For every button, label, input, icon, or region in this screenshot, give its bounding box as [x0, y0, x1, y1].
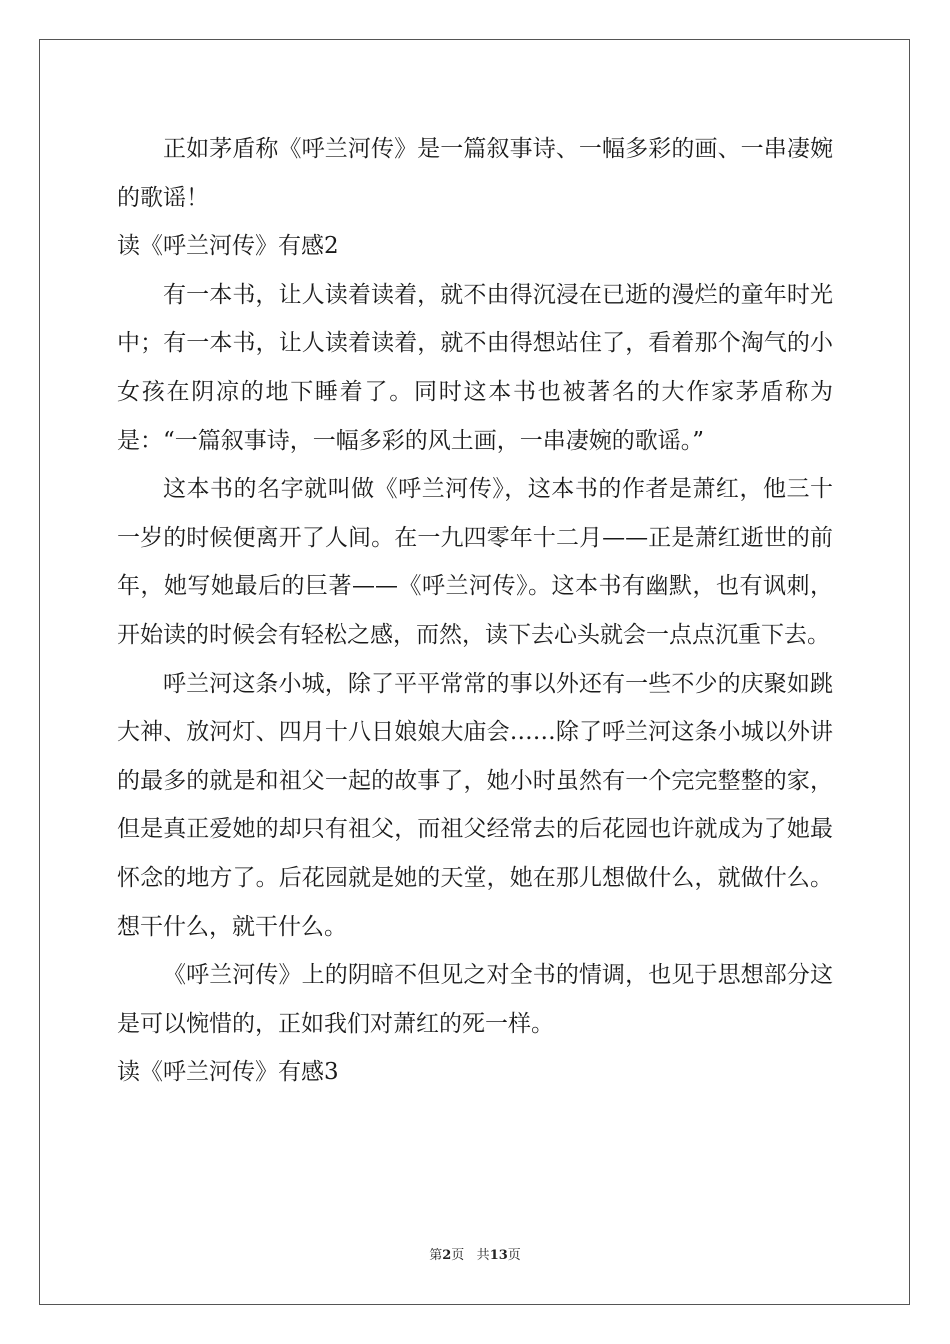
paragraph-5: 《呼兰河传》上的阴暗不但见之对全书的情调，也见于思想部分这是可以惋惜的，正如我们对萧红的死一样。 [117, 962, 833, 1037]
paragraph-1: 正如茅盾称《呼兰河传》是一篇叙事诗、一幅多彩的画、一串凄婉的歌谣！ [117, 136, 833, 211]
total-pages: 13 [489, 1248, 508, 1263]
page-number: 2 [442, 1248, 452, 1263]
section-heading-2: 读《呼兰河传》有感2 [117, 233, 339, 260]
paragraph-3: 这本书的名字就叫做《呼兰河传》，这本书的作者是萧红，他三十一岁的时候便离开了人间。在一九四零年十二月——正是萧红逝世的前年，她写她最后的巨著——《呼兰河传》。这本书有幽默，也有讽刺，开始读的时候会有轻松之感，而然，读下去心头就会一点点沉重下去。 [117, 476, 833, 648]
page-prefix: 第 [429, 1248, 443, 1263]
page-footer [0, 1244, 950, 1263]
page-suffix: 页 [451, 1248, 465, 1263]
document-body [117, 125, 833, 1097]
total-suffix: 页 [507, 1248, 521, 1263]
paragraph-2: 有一本书，让人读着读着，就不由得沉浸在已逝的漫烂的童年时光中；有一本书，让人读着读着，就不由得想站住了，看着那个淘气的小女孩在阴凉的地下睡着了。同时这本书也被著名的大作家茅盾称为是：“一篇叙事诗，一幅多彩的风土画，一串凄婉的歌谣。” [117, 281, 833, 454]
paragraph-4: 呼兰河这条小城，除了平平常常的事以外还有一些不少的庆聚如跳大神、放河灯、四月十八日娘娘大庙会……除了呼兰河这条小城以外讲的最多的就是和祖父一起的故事了，她小时虽然有一个完完整整的家，但是真正爱她的却只有祖父，而祖父经常去的后花园也许就成为了她最怀念的地方了。后花园就是她的天堂，她在那儿想做什么，就做什么。想干什么，就干什么。 [117, 670, 833, 940]
total-prefix: 共 [476, 1248, 490, 1263]
section-heading-3: 读《呼兰河传》有感3 [117, 1059, 339, 1086]
